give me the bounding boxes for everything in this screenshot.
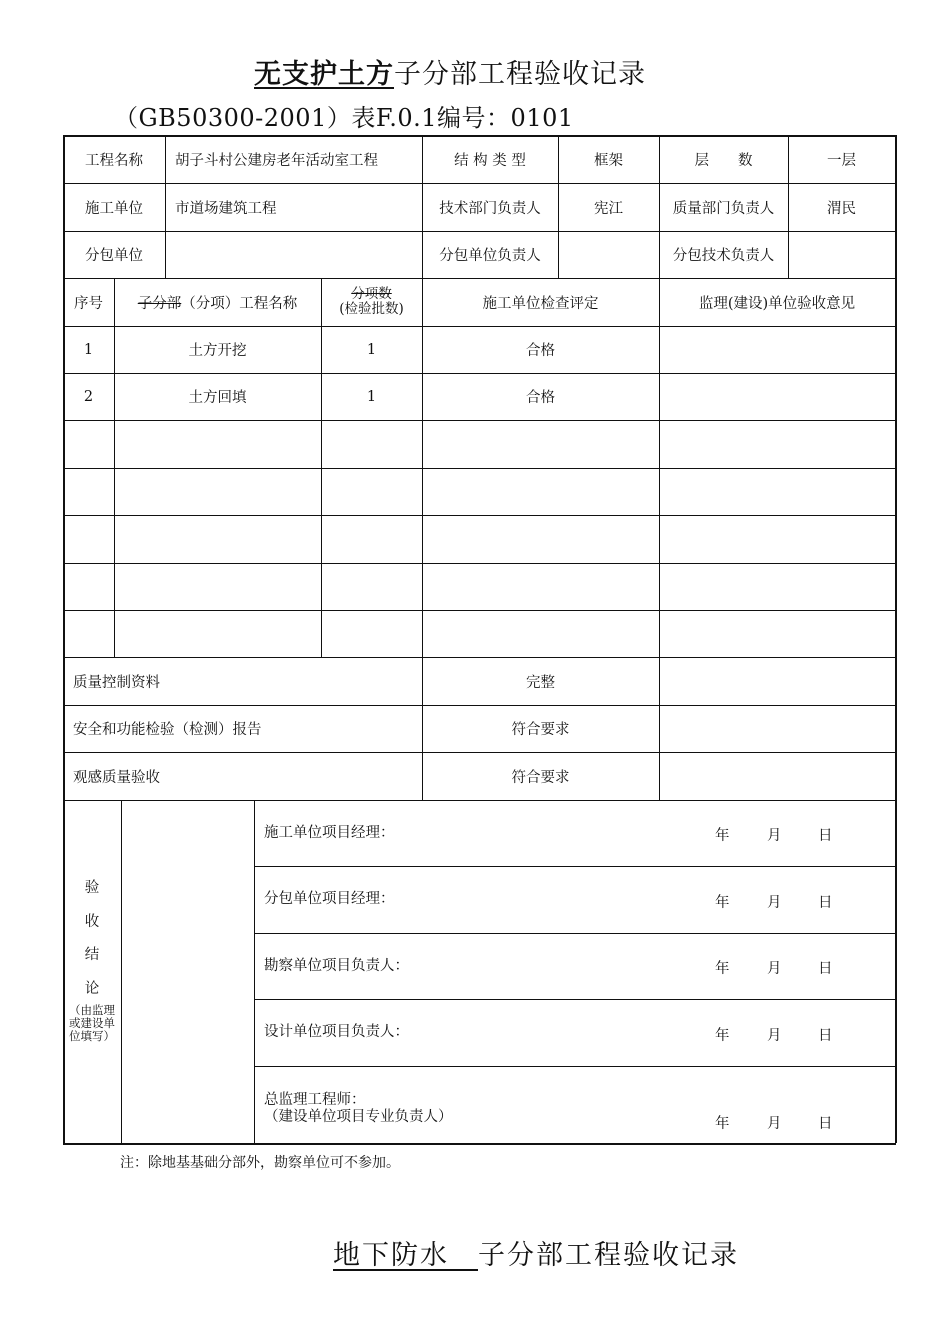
project-name-value: 胡子斗村公建房老年活动室工程 — [175, 152, 378, 169]
summary-value: 符合要求 — [511, 769, 570, 786]
col-check: 施工单位检查评定 — [482, 295, 599, 312]
row-count — [321, 610, 422, 657]
conclusion-char: 论 — [84, 980, 100, 997]
summary-label: 质量控制资料 — [73, 674, 160, 691]
contractor-value: 市道场建筑工程 — [175, 200, 277, 217]
sub-tech-label: 分包技术负责人 — [672, 248, 775, 264]
col-seq: 序号 — [74, 295, 103, 312]
conclusion-label — [63, 874, 121, 1043]
col-opinion: 监理(建设)单位验收意见 — [698, 295, 856, 312]
summary-opinion — [659, 705, 895, 752]
row-check — [422, 610, 659, 657]
next-title-underlined: 地下防水 — [333, 1240, 478, 1271]
date-day-label: 日 — [818, 961, 833, 977]
row-check — [422, 563, 659, 610]
summary-opinion — [659, 657, 895, 705]
row-check — [422, 420, 659, 468]
row-seq: 1 — [83, 341, 94, 358]
subcontractor-label: 分包单位 — [85, 248, 143, 264]
structure-type-label: 结 构 类 型 — [454, 152, 526, 169]
quality-dept-value: 渭民 — [827, 200, 856, 217]
date-day-label: 日 — [818, 1115, 833, 1132]
signature-role: 分包单位项目经理： — [264, 891, 395, 907]
row-check: 合格 — [526, 390, 555, 406]
date-day-label: 日 — [818, 894, 833, 911]
row-seq — [63, 563, 114, 610]
row-count: 1 — [366, 341, 377, 358]
signature-role: 总监理工程师： — [264, 1091, 366, 1108]
row-opinion — [659, 610, 895, 657]
floors-value: 一层 — [827, 152, 856, 169]
row-seq — [63, 420, 114, 468]
quality-dept-label: 质量部门负责人 — [672, 200, 775, 217]
row-name — [114, 420, 321, 468]
col-name-strike: 子分部 — [137, 295, 182, 312]
row-count — [321, 420, 422, 468]
col-count — [321, 278, 422, 326]
col-name — [114, 278, 321, 326]
signature-label — [264, 1066, 453, 1147]
summary-opinion — [659, 752, 895, 800]
title-underlined: 无支护土方 — [254, 59, 394, 90]
signature-role: 勘察单位项目负责人： — [264, 957, 409, 974]
date-year-label: 年 — [715, 1115, 730, 1132]
date-year-label: 年 — [715, 961, 730, 977]
summary-value: 符合要求 — [511, 722, 570, 738]
sub-tech-value — [788, 231, 895, 278]
row-check — [422, 515, 659, 563]
date-month-label: 月 — [767, 1115, 782, 1132]
row-seq: 2 — [83, 388, 94, 405]
row-opinion — [659, 373, 895, 420]
row-name: 土方回填 — [188, 390, 247, 406]
signature-label — [264, 866, 395, 933]
date-month-label: 月 — [767, 961, 782, 977]
row-opinion — [659, 563, 895, 610]
conclusion-char: 结 — [84, 947, 100, 963]
floors-label: 层 数 — [694, 152, 753, 169]
next-page-title — [333, 1233, 739, 1272]
row-count — [321, 563, 422, 610]
row-opinion — [659, 515, 895, 563]
tech-dept-value: 宪江 — [594, 200, 623, 217]
row-name — [114, 610, 321, 657]
signature-label — [264, 999, 409, 1066]
date-year-label: 年 — [715, 828, 730, 844]
signature-role: 设计单位项目负责人： — [264, 1024, 409, 1040]
col-count-strike: 分项数 — [351, 286, 392, 302]
contractor-label: 施工单位 — [85, 200, 143, 217]
col-name-rest: （分项）工程名称 — [181, 295, 298, 312]
project-name-label: 工程名称 — [85, 152, 143, 169]
row-count — [321, 468, 422, 515]
tech-dept-label: 技术部门负责人 — [439, 200, 541, 217]
next-title-rest: 子分部工程验收记录 — [478, 1240, 739, 1271]
row-seq — [63, 610, 114, 657]
summary-label: 安全和功能检验（检测）报告 — [73, 722, 262, 738]
summary-label: 观感质量验收 — [73, 769, 160, 786]
signature-label — [264, 933, 409, 999]
row-count — [321, 515, 422, 563]
col-count-note: (检验批数) — [339, 301, 404, 317]
row-check — [422, 468, 659, 515]
signature-role: 施工单位项目经理： — [264, 824, 395, 841]
form-code: （GB50300-2001）表F.0.1编号：0101 — [114, 104, 574, 132]
sub-head-value — [558, 231, 659, 278]
date-day-label: 日 — [818, 1027, 833, 1044]
row-name — [114, 468, 321, 515]
row-count: 1 — [366, 388, 377, 405]
sub-head-label: 分包单位负责人 — [439, 248, 541, 264]
footnote: 注：除地基基础分部外，勘察单位可不参加。 — [120, 1155, 400, 1171]
date-day-label: 日 — [818, 828, 833, 844]
structure-type-value: 框架 — [594, 152, 623, 169]
row-seq — [63, 468, 114, 515]
conclusion-char: 验 — [84, 880, 100, 896]
signature-role-note: （建设单位项目专业负责人） — [264, 1108, 453, 1125]
date-month-label: 月 — [767, 828, 782, 844]
row-check: 合格 — [526, 343, 555, 359]
summary-value: 完整 — [526, 674, 555, 691]
row-opinion — [659, 326, 895, 373]
row-name — [114, 515, 321, 563]
row-seq — [63, 515, 114, 563]
date-year-label: 年 — [715, 1027, 730, 1044]
page-title — [0, 52, 900, 91]
signature-label — [264, 800, 395, 866]
row-name: 土方开挖 — [188, 343, 247, 359]
row-name — [114, 563, 321, 610]
date-year-label: 年 — [715, 894, 730, 911]
date-month-label: 月 — [767, 894, 782, 911]
date-month-label: 月 — [767, 1027, 782, 1044]
conclusion-note: （由监理或建设单位填写） — [69, 1003, 115, 1043]
conclusion-char: 收 — [84, 913, 100, 930]
row-opinion — [659, 420, 895, 468]
row-opinion — [659, 468, 895, 515]
subcontractor-value — [165, 231, 422, 278]
title-rest: 子分部工程验收记录 — [394, 59, 646, 90]
